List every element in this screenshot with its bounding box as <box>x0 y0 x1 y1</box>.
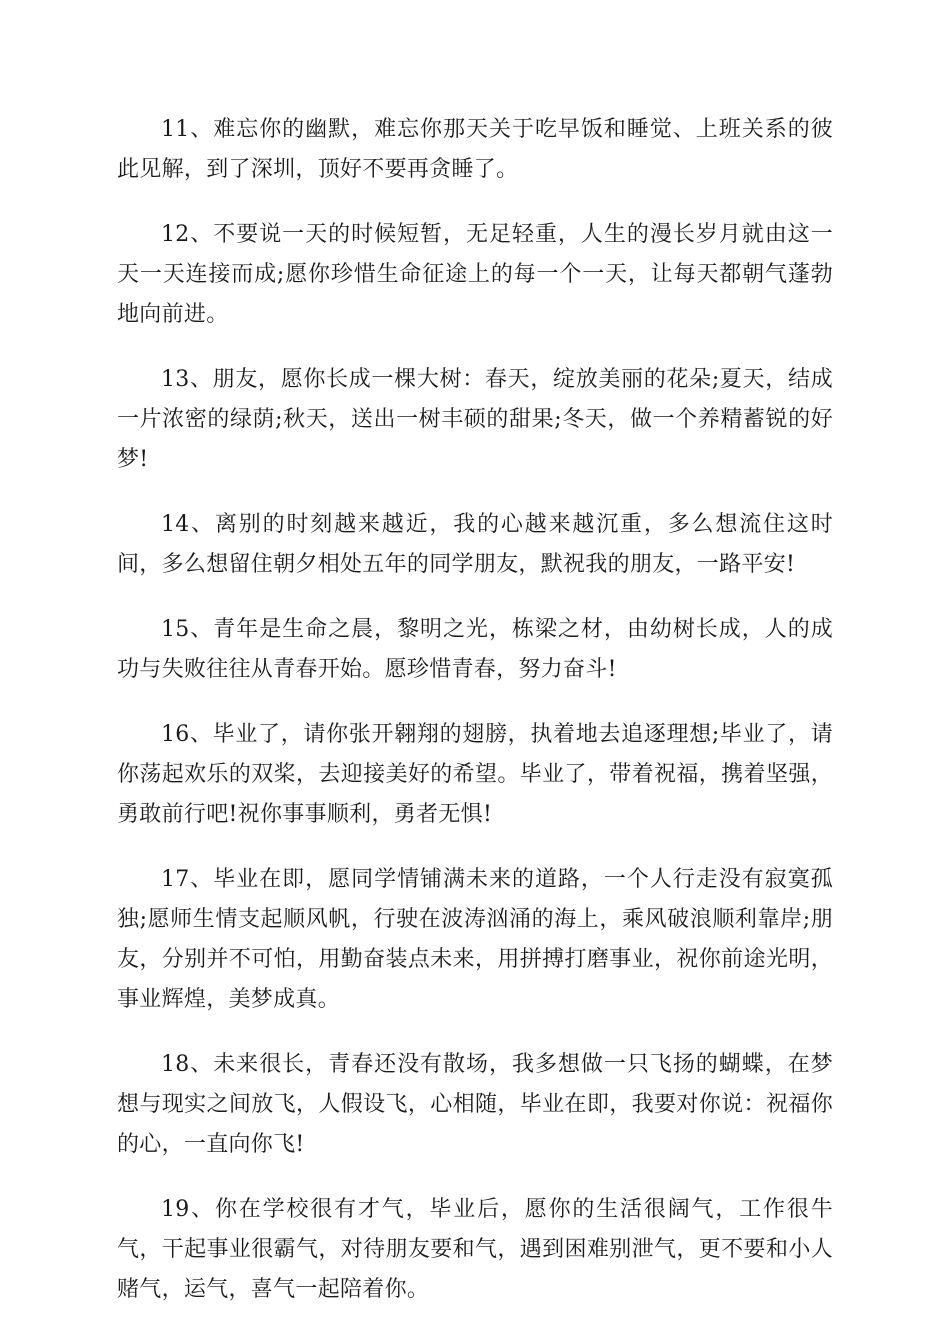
document-body <box>117 110 833 1335</box>
paragraph-18: 18、未来很长，青春还没有散场，我多想做一只飞扬的蝴蝶，在梦想与现实之间放飞，人假设飞，心相随，毕业在即，我要对你说：祝福你的心，一直向你飞! <box>117 1052 833 1157</box>
paragraph-15: 15、青年是生命之晨，黎明之光，栋梁之材，由幼树长成，人的成功与失败往往从青春开始。愿珍惜青春，努力奋斗! <box>117 617 833 682</box>
paragraph-14: 14、离别的时刻越来越近，我的心越来越沉重，多么想流住这时间，多么想留住朝夕相处五年的同学朋友，默祝我的朋友，一路平安! <box>117 512 833 577</box>
paragraph-16: 16、毕业了，请你张开翱翔的翅膀，执着地去追逐理想;毕业了，请你荡起欢乐的双桨，去迎接美好的希望。毕业了，带着祝福，携着坚强，勇敢前行吧!祝你事事顺利，勇者无惧! <box>117 722 833 827</box>
paragraph-11: 11、难忘你的幽默，难忘你那天关于吃早饭和睡觉、上班关系的彼此见解，到了深圳，顶好不要再贪睡了。 <box>117 117 833 182</box>
paragraph-13: 13、朋友，愿你长成一棵大树：春天，绽放美丽的花朵;夏天，结成一片浓密的绿荫;秋天，送出一树丰硕的甜果;冬天，做一个养精蓄锐的好梦! <box>117 367 833 472</box>
paragraph-12: 12、不要说一天的时候短暂，无足轻重，人生的漫长岁月就由这一天一天连接而成;愿你珍惜生命征途上的每一个一天，让每天都朝气蓬勃地向前进。 <box>117 222 833 327</box>
paragraph-19: 19、你在学校很有才气，毕业后，愿你的生活很阔气，工作很牛气，干起事业很霸气，对待朋友要和气，遇到困难别泄气，更不要和小人赌气，运气，喜气一起陪着你。 <box>117 1197 833 1302</box>
paragraph-17: 17、毕业在即，愿同学情铺满未来的道路，一个人行走没有寂寞孤独;愿师生情支起顺风帆，行驶在波涛汹涌的海上，乘风破浪顺利靠岸;朋友，分别并不可怕，用勤奋装点未来，用拼搏打磨事业，祝你前途光明，事业辉煌，美梦成真。 <box>117 867 833 1012</box>
